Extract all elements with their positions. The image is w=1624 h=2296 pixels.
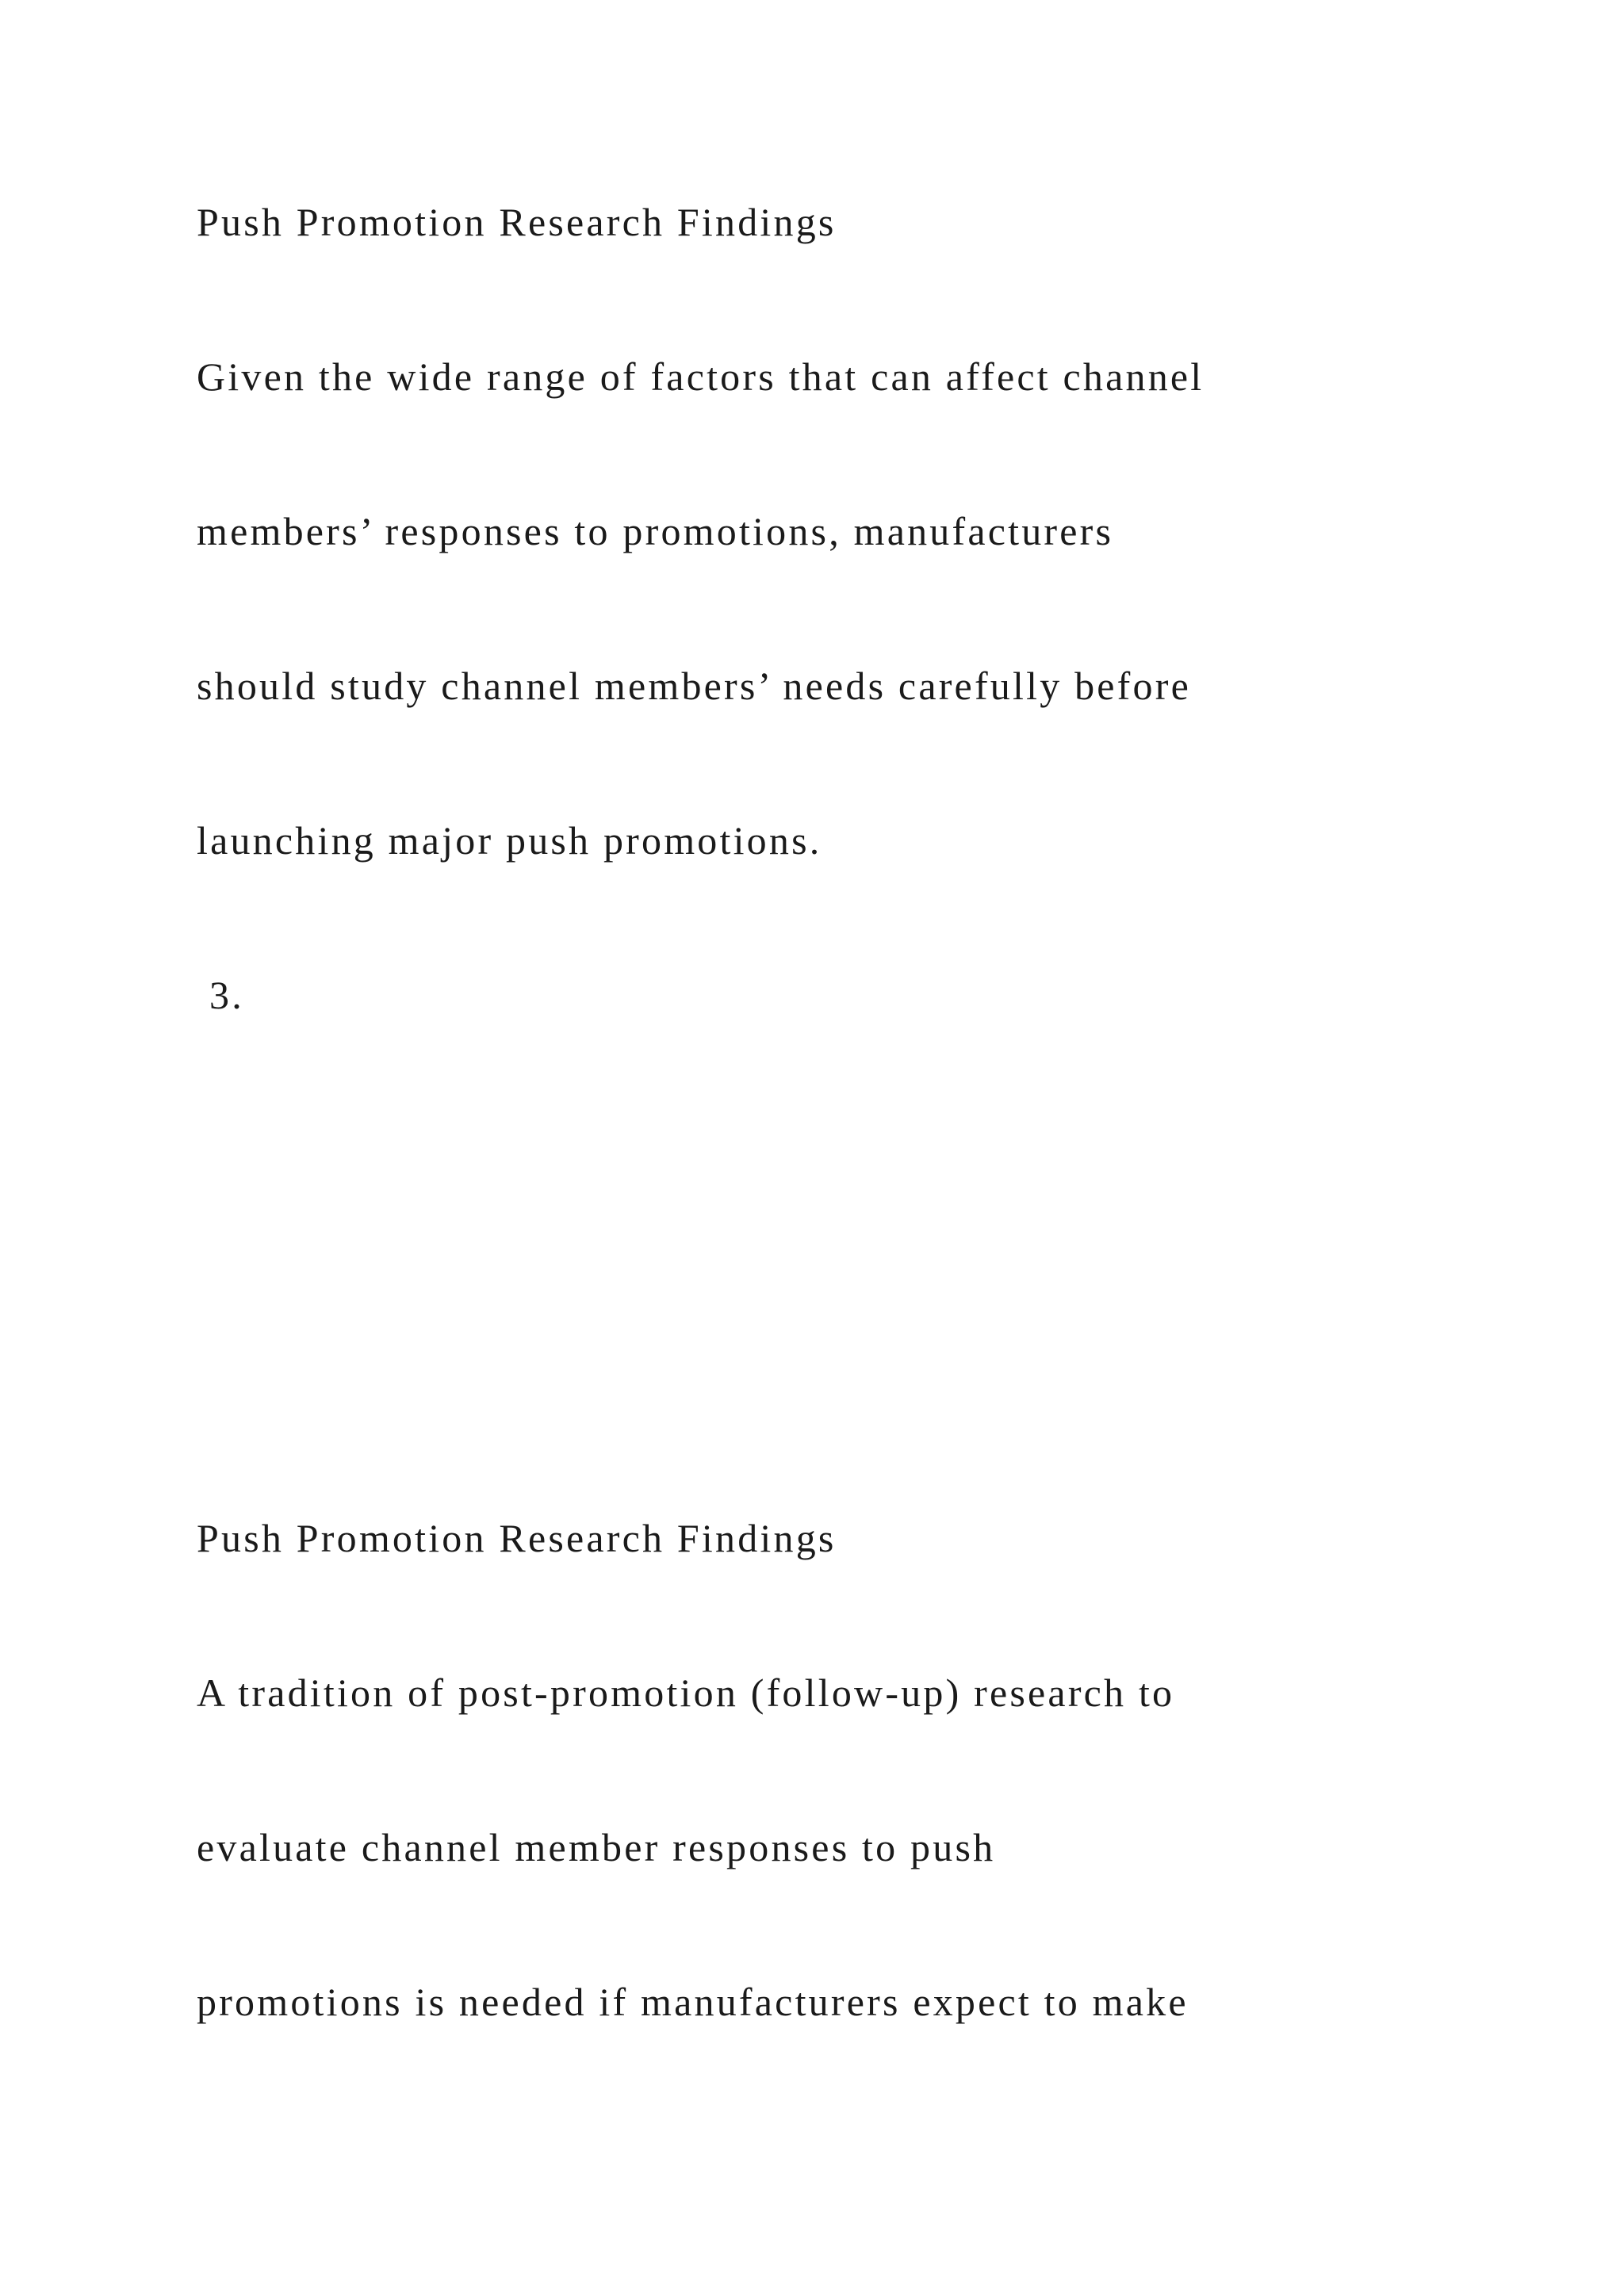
section-1-line-2: members’ responses to promotions, manufacturers: [197, 509, 1114, 553]
slide-number: 3.: [209, 973, 244, 1017]
section-2-line-1: A tradition of post-promotion (follow-up) research to: [197, 1670, 1175, 1715]
section-1-line-1: Given the wide range of factors that can affect channel: [197, 354, 1205, 399]
section-2-line-3: promotions is needed if manufacturers expect to make: [197, 1980, 1189, 2024]
section-1-line-4: launching major push promotions.: [197, 818, 822, 863]
section-2-heading: Push Promotion Research Findings: [197, 1516, 837, 1560]
section-1-line-3: should study channel members’ needs carefully before: [197, 664, 1191, 708]
section-1-heading: Push Promotion Research Findings: [197, 200, 837, 244]
section-2-line-2: evaluate channel member responses to push: [197, 1825, 996, 1869]
